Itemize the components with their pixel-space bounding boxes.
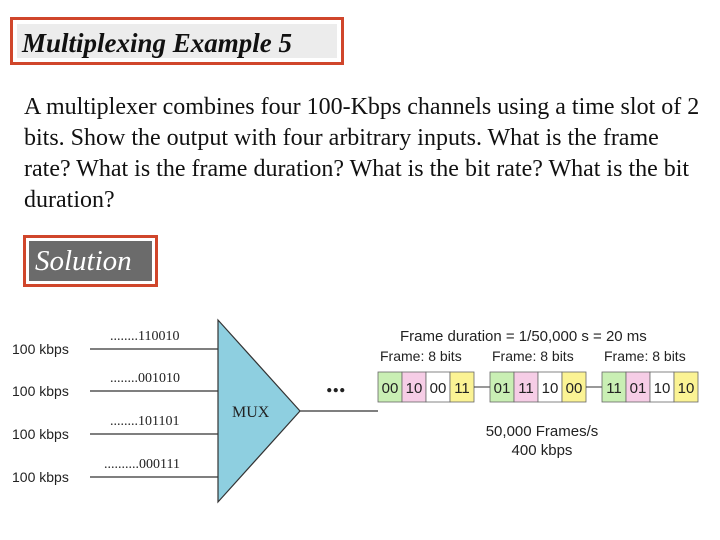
solution-label: Solution [35, 245, 132, 277]
output-ellipsis: ... [326, 369, 346, 398]
problem-statement: A multiplexer combines four 100-Kbps channels using a time slot of 2 bits. Show the output with four arbitrary inputs. What is the frame rate? What is the frame duration? What is the bit rate? What is the bit duration? [24, 94, 700, 213]
output-frame-rate: 50,000 Frames/s [485, 423, 599, 440]
frame-slot-bits: 01 [493, 380, 511, 397]
output-bit-rate: 400 kbps [511, 442, 573, 459]
input-rate-label: 100 kbps [12, 341, 69, 357]
input-channel [12, 329, 218, 357]
frame-slot-bits: 00 [565, 380, 583, 397]
input-channel [12, 414, 218, 442]
output-frames [378, 372, 698, 402]
frame-slot-bits: 11 [518, 380, 534, 397]
frame-bits-label: Frame: 8 bits [604, 348, 686, 364]
title-box [10, 17, 344, 65]
frame-slot-bits: 00 [429, 380, 447, 397]
page-title: Multiplexing Example 5 [22, 28, 293, 58]
input-rate-label: 100 kbps [12, 426, 69, 442]
input-channel [12, 371, 218, 399]
frame-bits-label: Frame: 8 bits [380, 348, 462, 364]
frame-slot-bits: 10 [541, 380, 559, 397]
frame-bits-label: Frame: 8 bits [492, 348, 574, 364]
mux-label: MUX [232, 404, 270, 421]
frame-slot-bits: 00 [381, 380, 399, 397]
input-bits-label: ........001010 [110, 371, 180, 386]
solution-box [23, 235, 158, 287]
frame-slot-bits: 10 [677, 380, 695, 397]
multiplexing-diagram [0, 300, 720, 515]
input-bits-label: ........101101 [110, 414, 180, 429]
input-bits-label: ........110010 [110, 329, 180, 344]
frame-duration-label: Frame duration = 1/50,000 s = 20 ms [400, 328, 647, 345]
input-channel [12, 457, 218, 485]
frame-slot-bits: 10 [405, 380, 423, 397]
input-rate-label: 100 kbps [12, 383, 69, 399]
frame-slot-bits: 11 [454, 380, 470, 397]
frame-slot-bits: 01 [629, 380, 647, 397]
frame-slot-bits: 11 [606, 380, 622, 397]
input-bits-label: ..........000111 [104, 457, 180, 472]
input-rate-label: 100 kbps [12, 469, 69, 485]
frame-slot-bits: 10 [653, 380, 671, 397]
